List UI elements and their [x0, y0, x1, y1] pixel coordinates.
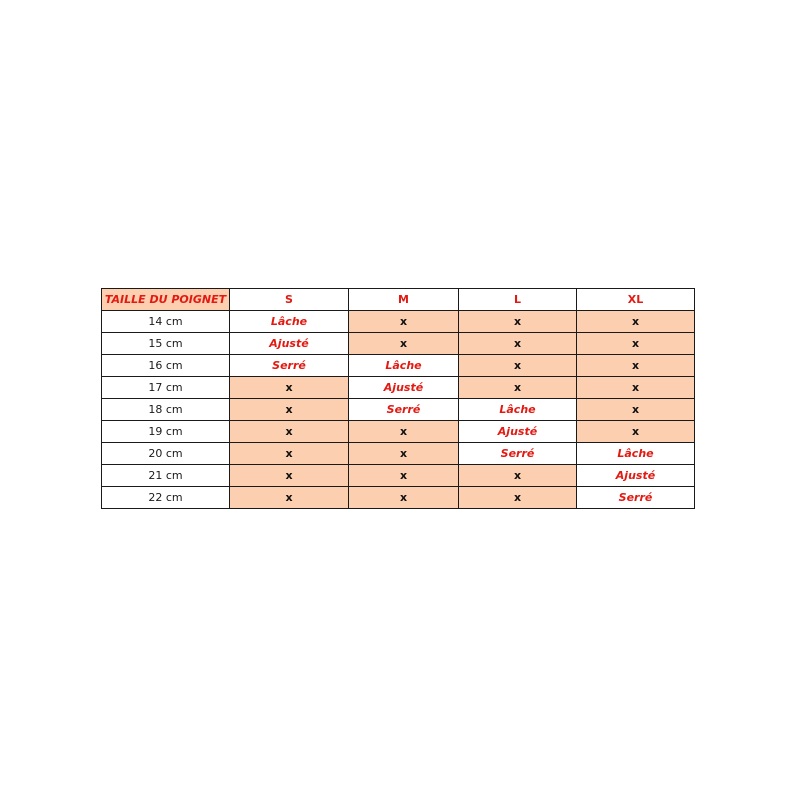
fit-cell-xl: Serré [577, 487, 695, 509]
not-available-cell-s: x [230, 487, 349, 509]
not-available-cell-l: x [459, 311, 577, 333]
wrist-size-cell: 21 cm [102, 465, 230, 487]
fit-cell-s: Serré [230, 355, 349, 377]
table-body [102, 311, 695, 509]
not-available-cell-xl: x [577, 399, 695, 421]
wrist-size-cell: 14 cm [102, 311, 230, 333]
not-available-cell-xl: x [577, 333, 695, 355]
table-row [102, 421, 695, 443]
size-header-m: M [349, 289, 459, 311]
not-available-cell-m: x [349, 465, 459, 487]
table-row [102, 377, 695, 399]
fit-cell-m: Ajusté [349, 377, 459, 399]
not-available-cell-xl: x [577, 377, 695, 399]
wrist-size-cell: 15 cm [102, 333, 230, 355]
size-header-l: L [459, 289, 577, 311]
wrist-size-table [101, 288, 695, 509]
fit-cell-l: Ajusté [459, 421, 577, 443]
table-row [102, 355, 695, 377]
not-available-cell-m: x [349, 487, 459, 509]
wrist-size-cell: 18 cm [102, 399, 230, 421]
not-available-cell-xl: x [577, 355, 695, 377]
not-available-cell-s: x [230, 377, 349, 399]
not-available-cell-m: x [349, 311, 459, 333]
fit-cell-xl: Ajusté [577, 465, 695, 487]
wrist-size-header: TAILLE DU POIGNET [102, 289, 230, 311]
not-available-cell-xl: x [577, 421, 695, 443]
wrist-size-cell: 17 cm [102, 377, 230, 399]
not-available-cell-m: x [349, 333, 459, 355]
fit-cell-l: Lâche [459, 399, 577, 421]
not-available-cell-m: x [349, 443, 459, 465]
wrist-size-cell: 16 cm [102, 355, 230, 377]
table-row [102, 443, 695, 465]
not-available-cell-l: x [459, 465, 577, 487]
fit-cell-m: Lâche [349, 355, 459, 377]
not-available-cell-l: x [459, 333, 577, 355]
not-available-cell-l: x [459, 355, 577, 377]
not-available-cell-l: x [459, 487, 577, 509]
wrist-size-cell: 19 cm [102, 421, 230, 443]
table-row [102, 487, 695, 509]
fit-cell-s: Ajusté [230, 333, 349, 355]
not-available-cell-l: x [459, 377, 577, 399]
not-available-cell-xl: x [577, 311, 695, 333]
fit-cell-xl: Lâche [577, 443, 695, 465]
fit-cell-m: Serré [349, 399, 459, 421]
not-available-cell-s: x [230, 443, 349, 465]
table-row [102, 399, 695, 421]
not-available-cell-s: x [230, 465, 349, 487]
size-header-xl: XL [577, 289, 695, 311]
wrist-size-cell: 22 cm [102, 487, 230, 509]
size-header-s: S [230, 289, 349, 311]
table-row [102, 311, 695, 333]
table-row [102, 465, 695, 487]
table-row [102, 333, 695, 355]
header-row [102, 289, 695, 311]
not-available-cell-s: x [230, 399, 349, 421]
fit-cell-l: Serré [459, 443, 577, 465]
fit-cell-s: Lâche [230, 311, 349, 333]
not-available-cell-m: x [349, 421, 459, 443]
wrist-size-cell: 20 cm [102, 443, 230, 465]
not-available-cell-s: x [230, 421, 349, 443]
